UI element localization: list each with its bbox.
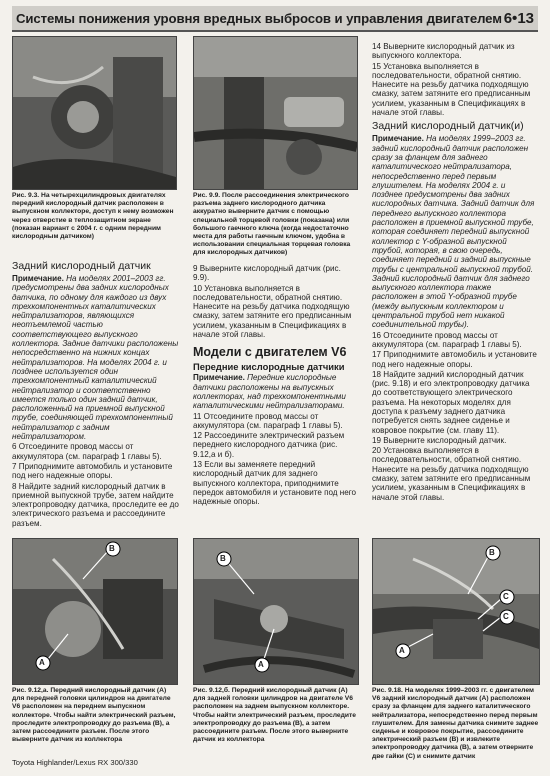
step-20: 20 Установка выполняется в последовательности, обратной снятию. Нанесите на резьбу датчика подходящую смазку, затем затяните его предписанным усилием, указанным в Спецификациях в начале этой главы.	[372, 446, 531, 502]
note-label: Примечание.	[12, 274, 64, 283]
caption-fig-9-9: Рис. 9.9. После рассоединения электрического разъема заднего кислородного датчика аккуратно выверните датчик с помощью специальной торцевой головки (показана) или большого гаечного ключа (когда недостаточно места для работы гаечным ключом, удобна в использовании специальная торцевая головка для кислородных датчиков)	[193, 192, 351, 257]
note-text: На моделях 2001–2003 гг. предусмотрены два задних кислородных датчика, по одному для каждого из двух трехкомпонентных каталитических нейтрализаторов, являющихся неотъемлемой частью соответствующего выпускного коллектора. Задние датчики расположены непосредственно на нижних концах нейтрализаторов. На моделях 2004 г. и позднее используется один трехкомпонентный каталитический нейтрализатор и соответственно имеется только один задний датчик, расположенный на приемной выпускной трубе, соединяющей трехкомпонентный нейтрализатор с задним нейтрализатором.	[12, 274, 179, 442]
text-column-2	[193, 264, 359, 508]
step-11: 11 Отсоедините провод массы от аккумулятора (см. параграф 1 главы 5).	[193, 411, 343, 430]
note-front-sensors	[193, 373, 359, 410]
section-heading-rear-sensor: Задний кислородный датчик	[12, 260, 151, 272]
callout-a-label: A	[399, 646, 405, 655]
note-rear-sensors-v6	[372, 134, 538, 329]
callout-b-label: B	[109, 544, 115, 553]
step-7: 7 Приподнимите автомобиль и установите под него надежные опоры.	[12, 461, 173, 481]
text-column-3	[372, 42, 538, 503]
step-8: 8 Найдите задний кислородный датчик в приемной выпускной трубе, затем найдите электропроводку датчика, проследите ее до электрического разъема и рассоедините разъем.	[12, 481, 179, 528]
photo-fig-9-3	[12, 36, 177, 190]
callout-c-label: C	[503, 592, 509, 601]
callout-a-label: A	[258, 660, 264, 669]
photo-fig-9-18	[372, 538, 540, 685]
photo-fig-9-9	[193, 36, 358, 190]
step-14: 14 Выверните кислородный датчик из выпускного коллектора.	[372, 42, 515, 61]
caption-fig-9-12b: Рис. 9.12,б. Передний кислородный датчик (А) для задней головки цилиндров на двигателе V6 расположен на заднем выпускном коллекторе. Чтобы найти электрический разъем, проследите электропроводку до разъема (В), а затем рассоедините разъем. После этого выверните датчик из коллектора	[193, 687, 356, 744]
step-10: 10 Установка выполняется в последовательности, обратной снятию. Нанесите на резьбу датчика подходящую смазку, затем затяните его предписанным усилием, указанным в Спецификациях в начале этой главы.	[193, 283, 352, 340]
step-12: 12 Рассоедините электрический разъем переднего кислородного датчика (рис. 9.12,а и б).	[193, 431, 345, 459]
step-15: 15 Установка выполняется в последовательности, обратной снятию. Нанесите на резьбу датчика подходящую смазку, затем затяните его предписанным усилием, указанным в Спецификациях в начале этой главы.	[372, 61, 531, 118]
step-6: 6 Отсоедините провод массы от аккумулятора (см. параграф 1 главы 5).	[12, 442, 162, 461]
note-text: Передние кислородные датчики расположены на выпускных коллекторах, над трехкомпонентными каталитическими нейтрализаторами.	[193, 373, 346, 411]
caption-fig-9-3: Рис. 9.3. На четырехцилиндровых двигателях передний кислородный датчик расположен в выпускном коллекторе, доступ к нему возможен через отверстие в теплозащитном экране (показан вариант с 2004 г. с одним передним кислородным датчиком)	[12, 192, 174, 241]
caption-fig-9-12a: Рис. 9.12,а. Передний кислородный датчик (А) для передней головки цилиндров на двигателе V6 расположен на переднем выпускном коллекторе. Чтобы найти электрический разъем, проследите электропроводку до разъема (В), а затем рассоедините разъем. После этого выверните датчик из коллектора	[12, 687, 176, 744]
step-13: 13 Если вы заменяете передний кислородный датчик для заднего выпускного коллектора, приподнимите передок автомобиля и установите под него надежные опоры.	[193, 460, 357, 507]
photo-fig-9-12b	[193, 538, 359, 685]
section-heading-rear-sensors-v6: Задний кислородный датчик(и)	[372, 120, 524, 133]
caption-fig-9-18: Рис. 9.18. На моделях 1999–2003 гг. с двигателем V6 задний кислородный датчик (А) расположен сразу за фланцем для заднего каталитического нейтрализатора, непосредственно перед первым глушителем. Для замены датчика снимите заднее сиденье и ковровое покрытие, рассоедините электрический разъем (В) и извлеките электропроводку датчика (В), а затем отверните две гайки (С) и снимите датчик	[372, 687, 539, 760]
callout-b-label: B	[220, 554, 226, 563]
step-19: 19 Выверните кислородный датчик.	[372, 435, 507, 445]
step-17: 17 Приподнимите автомобиль и установите под него надежные опоры.	[372, 350, 537, 369]
photo-fig-9-12a	[12, 538, 178, 685]
note-label: Примечание.	[193, 373, 245, 383]
note-text: На моделях 1999–2003 гг. задний кислородный датчик расположен сразу за фланцем для заднего каталитического нейтрализатора, непосредственно перед первым глушителем. На моделях 2004 г. и позднее предусмотрены два задних кислородных датчика. Задний датчик для переднего выпускного коллектора расположен в приемной выпускной трубе, которая соединяет передний выпускной коллектор с Y-образной выпускной трубой, которая, в свою очередь, соединяет передний и задний выпускные трубы с центральной выпускной трубой. Задний кислородный датчик для заднего выпускного коллектора также расположен в этой Y-образной трубе (между выпускным коллектором и центральной трубой нет никакой соединительной трубы).	[372, 134, 535, 330]
step-16: 16 Отсоедините провод массы от аккумулятора (см. параграф 1 главы 5).	[372, 330, 522, 349]
chapter-title: Системы понижения уровня вредных выбросов и управления двигателем	[16, 10, 502, 26]
callout-b-label: B	[489, 548, 495, 557]
book-footer: Toyota Highlander/Lexus RX 300/330	[12, 758, 138, 767]
note-label: Примечание.	[372, 134, 424, 144]
section-heading-v6: Модели с двигателем V6	[193, 345, 347, 360]
step-9: 9 Выверните кислородный датчик (рис. 9.9).	[193, 264, 341, 283]
step-18: 18 Найдите задний кислородный датчик (рис. 9.18) и его электропроводку датчика до соответствующего электрического разъема. На некоторых моделях для доступа к разъему заднего датчика потребуется снять заднее сиденье и ковровое покрытие (см. главу 11).	[372, 369, 530, 435]
text-column-1	[12, 257, 180, 529]
running-header	[12, 6, 538, 32]
note-rear-sensor	[12, 274, 180, 441]
page-number: 6•13	[503, 9, 534, 27]
callout-c-label: C	[503, 612, 509, 621]
callout-a-label: A	[39, 658, 45, 667]
subheading-front-sensors: Передние кислородные датчики	[193, 361, 345, 373]
